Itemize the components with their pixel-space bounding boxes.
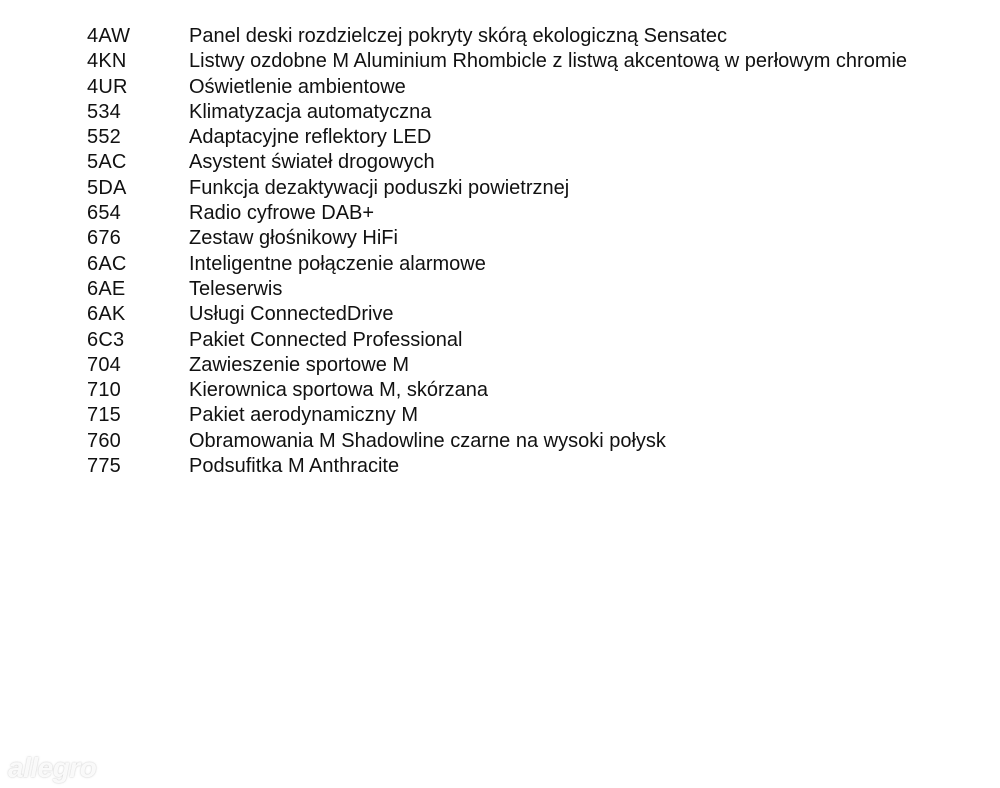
option-code: 6AE: [87, 277, 126, 300]
option-row: [87, 125, 907, 150]
option-description: Zestaw głośnikowy HiFi: [189, 227, 398, 250]
option-description: Obramowania M Shadowline czarne na wysoki połysk: [189, 429, 666, 452]
option-row: [87, 302, 907, 327]
option-row: [87, 150, 907, 175]
option-row: [87, 75, 907, 100]
option-description: Listwy ozdobne M Aluminium Rhombicle z listwą akcentową w perłowym chromie: [189, 50, 908, 73]
option-row: [87, 226, 907, 251]
option-code: 5AC: [87, 151, 127, 174]
option-code: 715: [87, 404, 121, 427]
option-description: Inteligentne połączenie alarmowe: [189, 252, 486, 275]
option-row: [87, 176, 907, 201]
option-code: 552: [87, 126, 121, 149]
option-code: 775: [87, 455, 121, 478]
equipment-options-list: [87, 24, 907, 479]
option-code: 4AW: [87, 25, 131, 47]
option-description: Usługi ConnectedDrive: [189, 303, 394, 326]
option-code: 654: [87, 202, 121, 225]
option-description: Teleserwis: [189, 277, 283, 300]
option-description: Adaptacyjne reflektory LED: [189, 126, 432, 149]
watermark-logo: allegro: [8, 752, 97, 783]
option-row: [87, 454, 907, 479]
option-row: [87, 252, 907, 277]
option-description: Podsufitka M Anthracite: [189, 455, 400, 478]
option-description: Pakiet Connected Professional: [189, 328, 463, 351]
option-row: [87, 403, 907, 428]
option-row: [87, 100, 907, 125]
option-code: 5DA: [87, 176, 127, 199]
option-description: Asystent świateł drogowych: [189, 151, 435, 174]
option-row: [87, 201, 907, 226]
option-row: [87, 277, 907, 302]
option-description: Funkcja dezaktywacji poduszki powietrznej: [189, 176, 570, 199]
option-row: [87, 24, 907, 49]
option-description: Klimatyzacja automatyczna: [189, 100, 432, 123]
option-code: 704: [87, 353, 121, 376]
option-description: Panel deski rozdzielczej pokryty skórą ekologiczną Sensatec: [189, 25, 728, 47]
option-code: 6AC: [87, 252, 127, 275]
option-description: Pakiet aerodynamiczny M: [189, 404, 418, 427]
option-code: 4UR: [87, 75, 128, 98]
option-description: Kierownica sportowa M, skórzana: [189, 379, 489, 402]
option-row: [87, 49, 907, 74]
option-code: 710: [87, 379, 121, 402]
option-row: [87, 378, 907, 403]
option-code: 676: [87, 227, 121, 250]
option-description: Oświetlenie ambientowe: [189, 75, 406, 98]
option-description: Radio cyfrowe DAB+: [189, 202, 375, 225]
option-row: [87, 353, 907, 378]
option-code: 6C3: [87, 328, 125, 351]
option-code: 4KN: [87, 50, 127, 73]
option-code: 534: [87, 100, 121, 123]
option-row: [87, 429, 907, 454]
option-code: 6AK: [87, 303, 126, 326]
option-row: [87, 328, 907, 353]
option-description: Zawieszenie sportowe M: [189, 353, 410, 376]
option-code: 760: [87, 429, 121, 452]
